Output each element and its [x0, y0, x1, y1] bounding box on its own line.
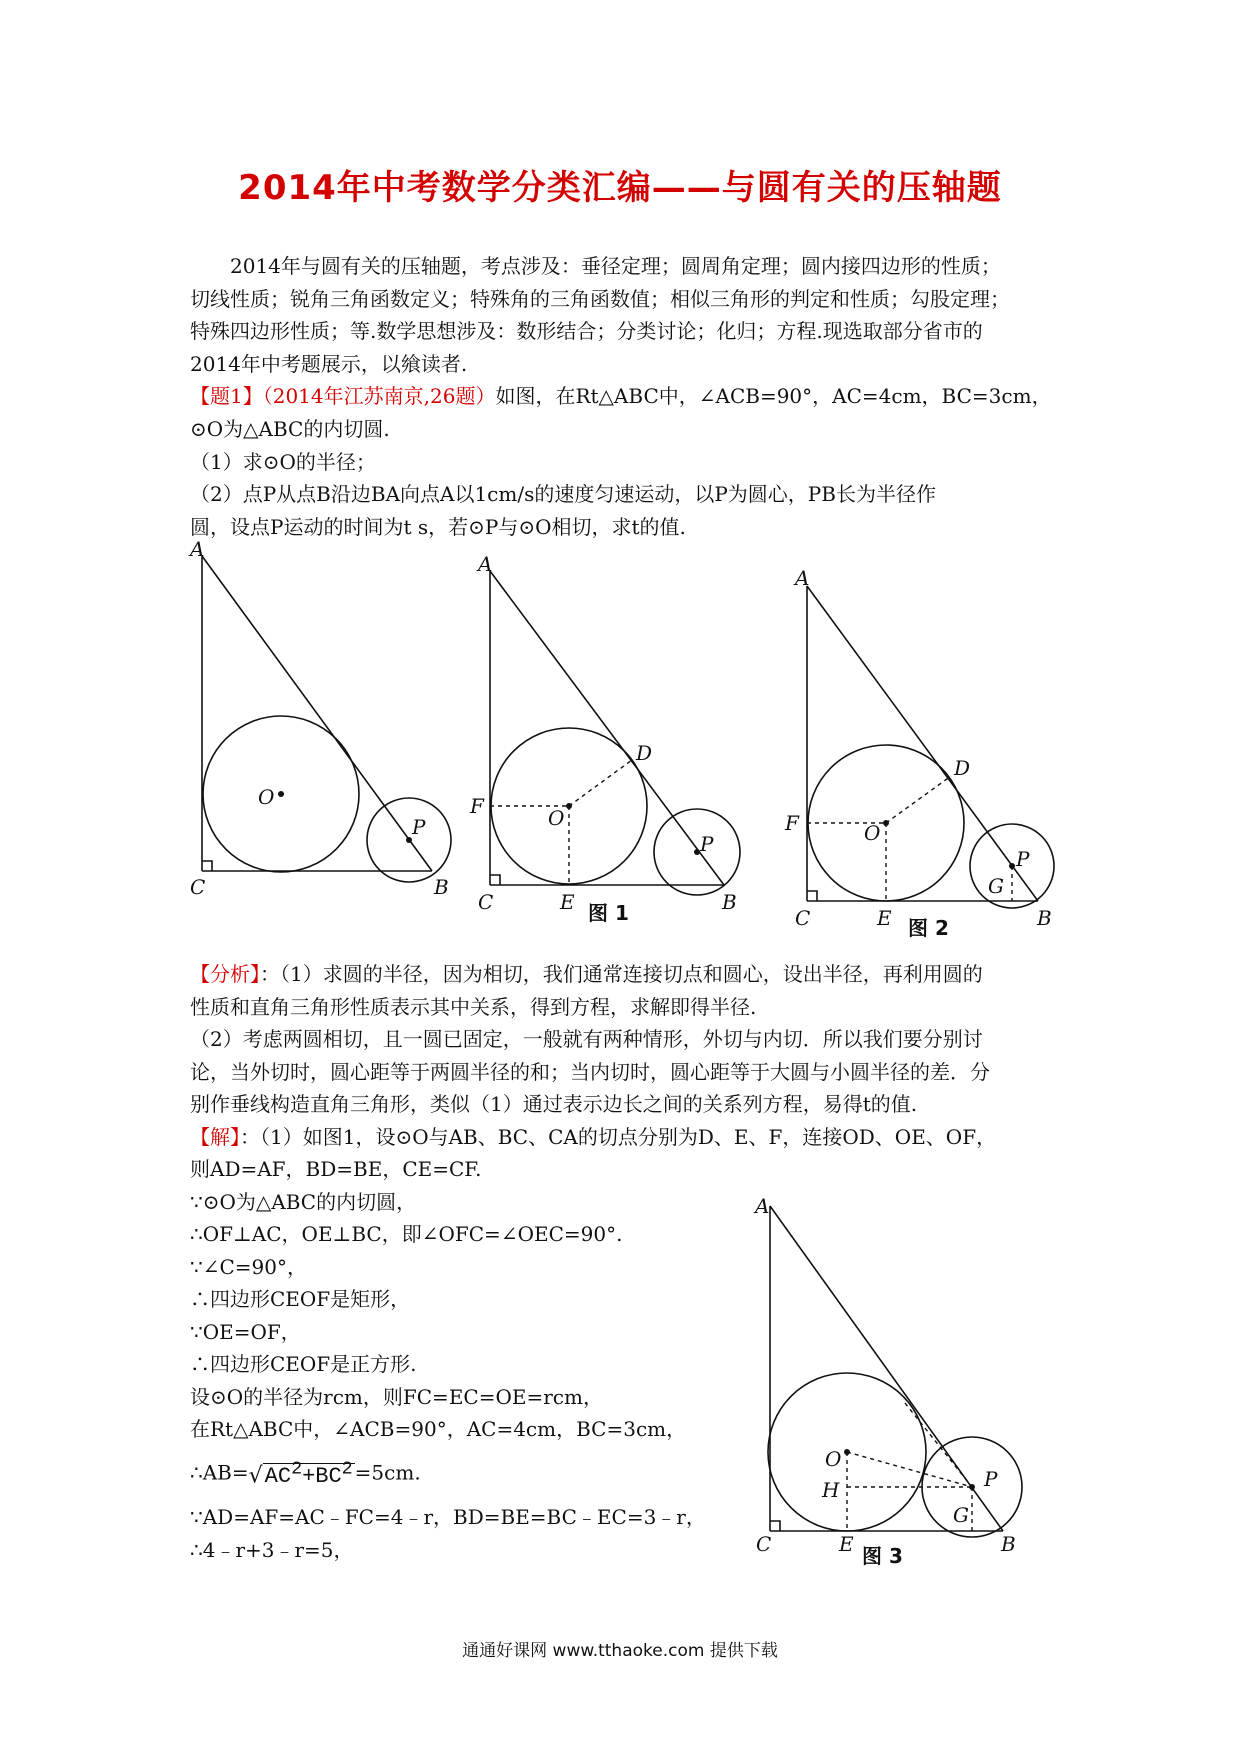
solution-steps — [190, 1153, 750, 1566]
label-f: F — [785, 811, 799, 835]
problem-line: 圆，设点P运动的时间为t s，若⊙P与⊙O相切，求t的值. — [190, 514, 686, 539]
problem-text: 如图，在Rt△ABC中，∠ACB=90°，AC=4cm，BC=3cm， — [495, 384, 1052, 409]
figure-3-caption: 图 3 — [862, 1544, 903, 1568]
sqrt-expression: $√AC^2+BC^2$ — [248, 1458, 353, 1489]
solution-line: ∴四边形CEOF是正方形. — [190, 1352, 417, 1376]
label-a: A — [755, 1194, 770, 1218]
label-b: B — [1037, 906, 1052, 930]
label-d: D — [636, 741, 653, 765]
label-b: B — [1001, 1532, 1016, 1556]
label-p: P — [984, 1467, 998, 1491]
problem-line — [190, 380, 1070, 413]
ab-prefix: ∴AB= — [190, 1459, 249, 1484]
intro-line: 特殊四边形性质；等.数学思想涉及：数形结合；分类讨论；化归；方程.现选取部分省市的 — [190, 319, 983, 344]
radicand-bc: +BC — [302, 1463, 342, 1489]
problem-source: （2014年江苏南京,26题） — [262, 384, 496, 409]
problem-tag: 【题1】 — [190, 384, 263, 409]
page-footer: 通通好课网 www.tthaoke.com 提供下载 — [462, 1641, 778, 1661]
label-e: E — [839, 1532, 854, 1556]
label-h: H — [822, 1478, 840, 1502]
label-p: P — [700, 832, 714, 856]
analysis-text: ：（1）求圆的半径，因为相切，我们通常连接切点和圆心，设出半径，再利用圆的 — [260, 962, 983, 986]
label-f: F — [470, 794, 484, 818]
label-c: C — [478, 890, 494, 914]
problem-line: （2）点P从点B沿边BA向点A以1cm/s的速度匀速运动，以P为圆心，PB长为半径作 — [190, 482, 936, 507]
analysis-line: 别作垂线构造直角三角形，类似（1）通过表示边长之间的关系列方程，易得t的值. — [190, 1092, 918, 1117]
label-c: C — [795, 906, 811, 930]
radicand-ac: AC — [264, 1463, 292, 1489]
intro-paragraph — [190, 250, 1070, 543]
figure-1-caption: 图 1 — [588, 901, 629, 925]
problem-line: （1）求⊙O的半径； — [190, 449, 376, 474]
label-a: A — [478, 552, 493, 576]
label-e: E — [877, 906, 892, 930]
solution-line: ∵AD=AF=AC﹣FC=4﹣r，BD=BE=BC﹣EC=3﹣r， — [190, 1505, 706, 1530]
label-g: G — [988, 874, 1004, 898]
solution-line: ∵OE=OF， — [190, 1319, 301, 1344]
label-o: O — [548, 806, 565, 830]
label-c: C — [756, 1532, 772, 1556]
intro-line: 切线性质；锐角三角函数定义；特殊角的三角函数值；相似三角形的判定和性质；勾股定理； — [190, 286, 1010, 311]
label-o: O — [864, 821, 881, 845]
label-e: E — [560, 890, 575, 914]
analysis-line: （2）考虑两圆相切，且一圆已固定，一般就有两种情形，外切与内切．所以我们要分别讨 — [190, 1027, 983, 1052]
analysis-paragraph — [190, 958, 1070, 1154]
analysis-tag: 【分析】 — [190, 962, 260, 986]
analysis-line: 性质和直角三角形性质表示其中关系，得到方程，求解即得半径. — [190, 994, 757, 1019]
label-b: B — [434, 875, 449, 899]
label-a: A — [795, 566, 810, 590]
solution-line: ∵∠C=90°， — [190, 1254, 307, 1279]
analysis-line — [190, 958, 1070, 991]
label-p: P — [412, 815, 426, 839]
intro-line: 2014年中考题展示，以飨读者. — [190, 351, 468, 376]
label-a: A — [190, 537, 205, 561]
ab-suffix: =5cm. — [354, 1459, 421, 1484]
label-b: B — [722, 890, 737, 914]
solution-line: ∴四边形CEOF是矩形， — [190, 1287, 411, 1311]
page-title: 2014年中考数学分类汇编——与圆有关的压轴题 — [238, 168, 1002, 208]
solution-line: 则AD=AF，BD=BE，CE=CF. — [190, 1157, 482, 1181]
problem-line: ⊙O为△ABC的内切圆. — [190, 416, 390, 441]
solution-line: 设⊙O的半径为rcm，则FC=EC=OE=rcm， — [190, 1384, 603, 1409]
solution-line: ∵⊙O为△ABC的内切圆， — [190, 1189, 417, 1214]
exponent: 2 — [341, 1458, 353, 1480]
sqrt-radicand — [263, 1458, 355, 1489]
exponent: 2 — [291, 1458, 303, 1480]
label-d: D — [954, 756, 971, 780]
label-o: O — [258, 785, 275, 809]
label-g: G — [953, 1503, 969, 1527]
analysis-line: 论，当外切时，圆心距等于两圆半径的和；当内切时，圆心距等于大圆与小圆半径的差．分 — [190, 1059, 990, 1084]
solution-text: ：（1）如图1，设⊙O与AB、BC、CA的切点分别为D、E、F，连接OD、OE、OF， — [240, 1124, 997, 1149]
intro-line: 2014年与圆有关的压轴题，考点涉及：垂径定理；圆周角定理；圆内接四边形的性质； — [230, 254, 1001, 278]
solution-line: 在Rt△ABC中，∠ACB=90°，AC=4cm，BC=3cm， — [190, 1417, 687, 1441]
solution-line: ∴4﹣r+3﹣r=5， — [190, 1537, 354, 1562]
label-p: P — [1016, 847, 1030, 871]
figure-2-caption: 图 2 — [908, 916, 949, 940]
label-o: O — [825, 1447, 842, 1471]
solution-first-line — [190, 1121, 1070, 1154]
label-c: C — [190, 875, 206, 899]
ab-formula-line — [190, 1454, 750, 1494]
solution-line: ∴OF⊥AC，OE⊥BC，即∠OFC=∠OEC=90°. — [190, 1222, 623, 1246]
solution-tag: 【解】 — [190, 1124, 240, 1149]
